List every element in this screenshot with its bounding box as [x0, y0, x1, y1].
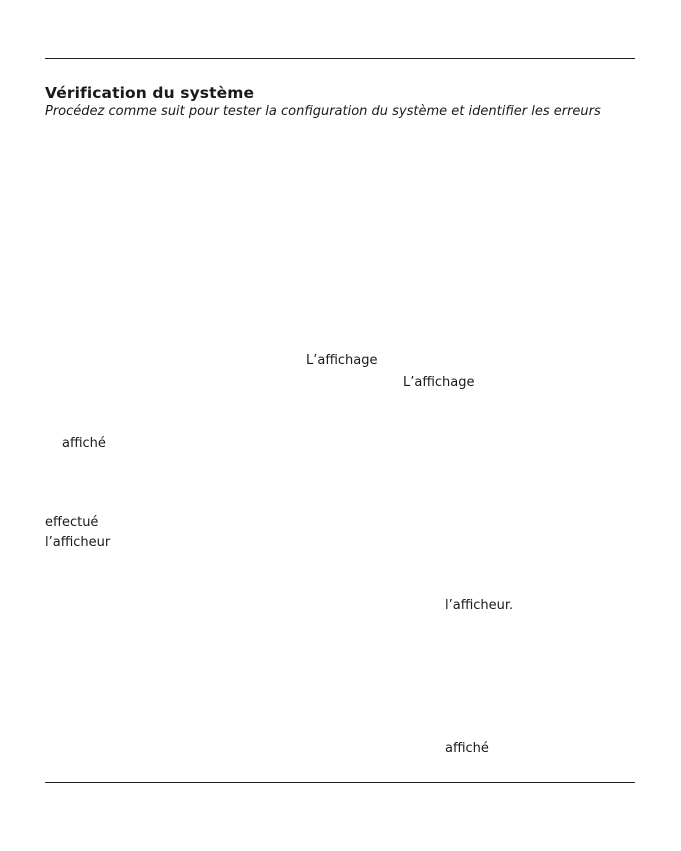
text-fragment: affiché	[62, 436, 106, 451]
text-fragment: effectué	[45, 515, 99, 530]
text-fragment: affiché	[445, 741, 489, 756]
top-rule	[45, 58, 635, 59]
text-fragment: l’afficheur	[45, 535, 111, 550]
bottom-rule	[45, 782, 635, 783]
section-title: Vérification du système	[45, 84, 255, 102]
text-fragment: L’affichage	[306, 353, 378, 368]
text-fragment: l’afficheur.	[445, 598, 514, 613]
section-subtitle: Procédez comme suit pour tester la configuration du système et identifier les erreurs	[45, 104, 601, 119]
text-fragment: L’affichage	[403, 375, 475, 390]
